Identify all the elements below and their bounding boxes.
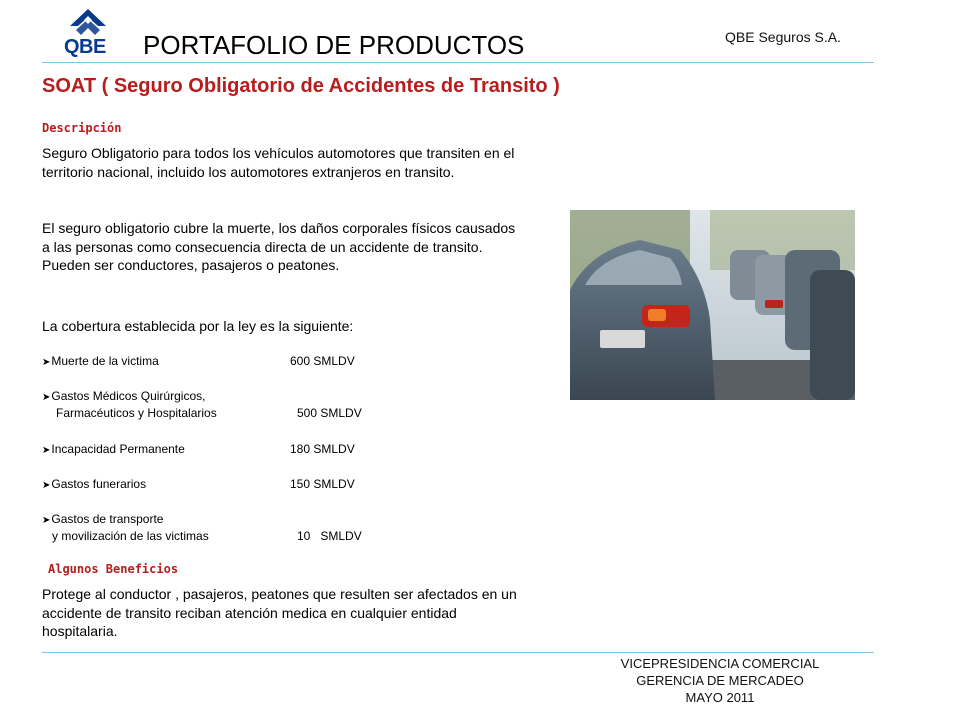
coverage-item-1 xyxy=(42,354,159,368)
coverage-item-2 xyxy=(42,389,205,403)
footer-line-2: GERENCIA DE MERCADEO xyxy=(636,673,804,688)
arrow-bullet-icon: ➤ xyxy=(42,392,51,403)
coverage-label: Incapacidad Permanente xyxy=(51,442,185,456)
description-paragraph-2: El seguro obligatorio cubre la muerte, los daños corporales físicos causados a las personas como consecuencia directa de un accidente de transito. Pueden ser conductores, pasajeros o peatones. xyxy=(42,220,516,273)
coverage-label: Muerte de la victima xyxy=(51,354,159,368)
coverage-value: 600 SMLDV xyxy=(290,354,355,368)
description-paragraph-1: Seguro Obligatorio para todos los vehículos automotores que transiten en el territorio nacional, incluido los automotores extranjeros en transito. xyxy=(42,145,515,180)
coverage-label: Gastos Médicos Quirúrgicos, xyxy=(51,389,206,403)
footer-line-1: VICEPRESIDENCIA COMERCIAL xyxy=(620,656,820,671)
coverage-label-continued: Farmacéuticos y Hospitalarios xyxy=(56,406,217,420)
footer-divider xyxy=(42,652,874,653)
company-name: QBE Seguros S.A. xyxy=(725,29,841,45)
benefits-text: Protege al conductor , pasajeros, peatones que resulten ser afectados en un accidente de transito reciban atención medica en cualquier entidad hospitalaria. xyxy=(42,586,517,639)
coverage-item-5 xyxy=(42,512,163,526)
traffic-car-photo xyxy=(570,210,855,400)
coverage-label-continued: y movilización de las victimas xyxy=(52,529,209,543)
header-divider xyxy=(42,62,874,63)
coverage-item-3 xyxy=(42,442,185,456)
footer-line-3: MAYO 2011 xyxy=(685,690,755,705)
description-paragraph-3: La cobertura establecida por la ley es la siguiente: xyxy=(42,318,354,334)
product-subtitle: SOAT ( Seguro Obligatorio de Accidentes de Transito ) xyxy=(42,75,560,97)
arrow-bullet-icon: ➤ xyxy=(42,515,51,526)
arrow-bullet-icon: ➤ xyxy=(42,480,51,491)
coverage-value: 180 SMLDV xyxy=(290,442,355,456)
coverage-value: 500 SMLDV xyxy=(297,406,362,420)
logo-text: QBE xyxy=(64,36,106,58)
description-heading: Descripción xyxy=(42,121,122,135)
coverage-label: Gastos de transporte xyxy=(51,512,164,526)
coverage-label: Gastos funerarios xyxy=(51,477,147,491)
benefits-heading: Algunos Beneficios xyxy=(48,562,179,576)
coverage-value: 10 SMLDV xyxy=(297,529,362,543)
coverage-value: 150 SMLDV xyxy=(290,477,355,491)
coverage-item-4 xyxy=(42,477,146,491)
page-title: PORTAFOLIO DE PRODUCTOS xyxy=(143,30,525,60)
arrow-bullet-icon: ➤ xyxy=(42,357,51,368)
arrow-bullet-icon: ➤ xyxy=(42,445,51,456)
